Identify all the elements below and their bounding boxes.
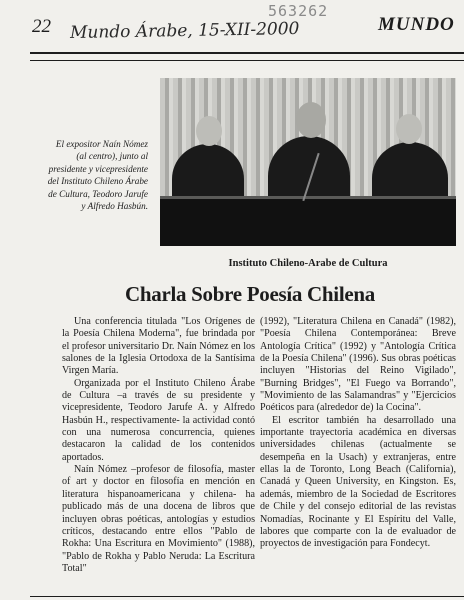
header-rule: [30, 52, 464, 54]
event-photo: [160, 78, 456, 246]
person-center-head: [296, 102, 326, 138]
paragraph: El escritor también ha desarrollado una importante trayectoria académica en diversas universidades chilenas (actualmente se desempeña en la Usach) y extranjeras, entre ellas la de Toronto, Long Beach (California), Canadá y Queen University, en Kingston. Es, además, miembro de la Sociedad de Escritores de Chile y del consejo editorial de las revistas Nomadías, Rocinante y El Espíritu del Valle, labores que comparte con la de evaluador de proyectos de investigación para Fondecyt.: [260, 414, 456, 550]
paragraph: (1992), "Literatura Chilena en Canadá" (1982), "Poesía Chilena Contemporánea: Breve Antología Crítica" (1992) y "Antología Crítica de la Poesía Chilena" (1996). Sus obras poéticas incluyen "Historias del Reino Vigilado", "Burning Bridges", "El Fuego va Borrando", "Movimiento de las Salamandras" y "Ejercicios Poéticos para (alrededor de) la Cocina".: [260, 316, 456, 414]
article-left-column: [62, 316, 255, 575]
person-left-head: [196, 116, 222, 146]
footer-rule: [30, 596, 464, 597]
stamp-number: 563262: [268, 2, 329, 20]
paragraph: Organizada por el Instituto Chileno Árabe de Cultura –a través de su presidente y vicepresidente, Teodoro Jarufe A. y Alfredo Hasbún H., respectivamente- la actividad contó con una numerosa concurrencia, quienes destacaron la calidad de los contenidos aportados.: [62, 377, 255, 463]
handwritten-note: Mundo Árabe, 15-XII-2000: [69, 18, 300, 44]
section-tag: Instituto Chileno-Arabe de Cultura: [228, 258, 388, 269]
table: [160, 196, 456, 246]
page-number: 22: [32, 16, 51, 37]
masthead: MUNDO: [378, 14, 455, 35]
person-right-head: [396, 114, 422, 144]
paragraph: Naín Nómez –profesor de filosofía, master of art y doctor en filosofía en mención en literatura hispanoamericana y chilena- ha publicado más de una docena de libros que incluyen obras poéticas, antologías y estudios críticos, destacando entre ellos "Pablo de Rokha: Una Escritura en Movimiento" (1988), "Pablo de Rokha y Pablo Neruda: La Escritura Total": [62, 464, 255, 574]
headline: Charla Sobre Poesía Chilena: [125, 282, 375, 306]
table-edge: [160, 196, 456, 199]
paragraph: Una conferencia titulada "Los Orígenes de la Poesía Chilena Moderna", fue brindada por el profesor universitario Dr. Naín Nómez en los salones de la Iglesia Ortodoxa de la Santísima Virgen María.: [62, 316, 255, 377]
photo-caption: El expositor Naín Nómez (al centro), junto al presidente y vicepresidente del Instituto Chileno Árabe de Cultura, Teodoro Jarufe y Alfredo Hasbún.: [47, 139, 148, 212]
header-rule-thin: [30, 60, 464, 61]
article-right-column: [260, 316, 456, 551]
